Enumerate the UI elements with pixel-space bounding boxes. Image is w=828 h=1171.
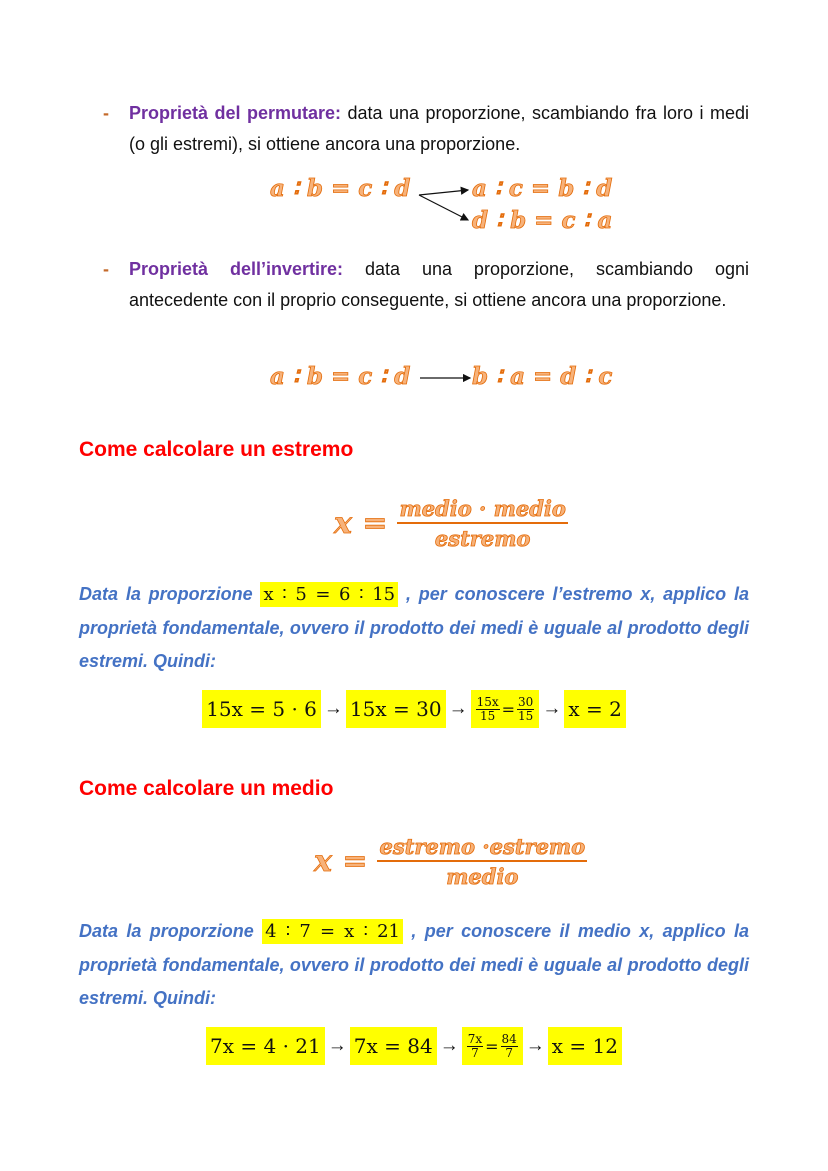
denominator: 15 [518, 708, 534, 723]
denominator: 7 [471, 1045, 479, 1060]
numerator: 30 [518, 694, 534, 709]
solution-step-2: 15x = 30 [346, 690, 446, 728]
numerator: 15x [476, 694, 499, 709]
fraction-denominator: medio [446, 864, 519, 889]
right-arrow-icon: → [439, 1035, 459, 1056]
right-arrow-icon: → [525, 1035, 545, 1056]
formula-lhs: x = [314, 844, 368, 879]
section-title-estremo: Come calcolare un estremo [79, 438, 354, 461]
solution-step-4: x = 2 [564, 690, 625, 728]
property-description: data una proporzione, scambiando fra loro i medi (o gli estremi), si ottiene ancora una proporzione. [129, 103, 749, 154]
permutare-arrows [414, 184, 474, 226]
medio-formula [314, 834, 587, 889]
right-arrow-icon: → [542, 698, 562, 719]
right-arrow-icon: → [323, 698, 343, 719]
equals-sign: = [485, 1036, 499, 1056]
fraction-numerator: estremo ·estremo [377, 834, 587, 862]
bullet-dash: - [103, 259, 109, 279]
invertire-formula-left: a ∶ b = c ∶ d [270, 363, 411, 390]
paragraph-intro: Data la proporzione [79, 584, 261, 604]
bullet-invertire [103, 254, 749, 315]
bullet-text [129, 254, 749, 315]
solution-step-1: 15x = 5 · 6 [202, 690, 321, 728]
formula-fraction [377, 834, 587, 889]
fraction-denominator: estremo [434, 526, 531, 551]
bullet-text [129, 98, 749, 159]
invertire-formula-right: b ∶ a = d ∶ c [472, 363, 613, 390]
paragraph-explanation: , per conoscere l’estremo x, applico la proprietà fondamentale, ovvero il prodotto dei medi è uguale al prodotto degli estremi. Quindi: [79, 584, 749, 671]
solution-step-4: x = 12 [548, 1027, 622, 1065]
highlighted-proportion: 4 ∶ 7 = x ∶ 21 [262, 919, 403, 944]
bullet-permutare [103, 98, 749, 159]
bullet-dash: - [103, 103, 109, 123]
solution-step-2: 7x = 84 [350, 1027, 437, 1065]
estremo-paragraph [79, 578, 749, 679]
medio-solution [0, 1027, 828, 1065]
fraction-right [517, 696, 534, 723]
solution-step-3 [471, 690, 540, 728]
right-arrow-icon: → [448, 698, 468, 719]
property-description: data una proporzione, scambiando ogni antecedente con il proprio conseguente, si ottiene ancora una proporzione. [129, 259, 749, 310]
section-title-medio: Come calcolare un medio [79, 777, 334, 800]
permutare-formula-right-2: d ∶ b = c ∶ a [472, 207, 613, 234]
arrow-up [419, 190, 468, 195]
solution-step-1: 7x = 4 · 21 [206, 1027, 325, 1065]
numerator: 84 [501, 1031, 517, 1046]
estremo-solution [0, 690, 828, 728]
permutare-formula-right-1: a ∶ c = b ∶ d [472, 175, 613, 202]
equals-sign: = [501, 699, 516, 719]
fraction-left [476, 696, 500, 723]
paragraph-intro: Data la proporzione [79, 921, 263, 941]
medio-paragraph [79, 915, 749, 1016]
permutare-formula-left: a ∶ b = c ∶ d [270, 175, 411, 202]
property-name: Proprietà dell’invertire: [129, 259, 344, 279]
denominator: 7 [505, 1045, 513, 1060]
right-arrow-icon: → [327, 1035, 347, 1056]
formula-fraction [397, 496, 567, 551]
solution-step-3 [462, 1027, 523, 1065]
highlighted-proportion: x ∶ 5 = 6 ∶ 15 [260, 582, 398, 607]
denominator: 15 [479, 708, 496, 723]
invertire-arrow [418, 370, 474, 386]
fraction-right [501, 1033, 518, 1060]
arrow-down [419, 195, 468, 220]
fraction-left [467, 1033, 483, 1060]
estremo-formula [334, 496, 568, 551]
formula-lhs: x = [334, 506, 388, 541]
property-name: Proprietà del permutare: [129, 103, 341, 123]
fraction-numerator: medio · medio [397, 496, 567, 524]
numerator: 7x [467, 1031, 483, 1046]
paragraph-explanation: , per conoscere il medio x, applico la proprietà fondamentale, ovvero il prodotto dei medi è uguale al prodotto degli estremi. Quindi: [79, 921, 749, 1008]
